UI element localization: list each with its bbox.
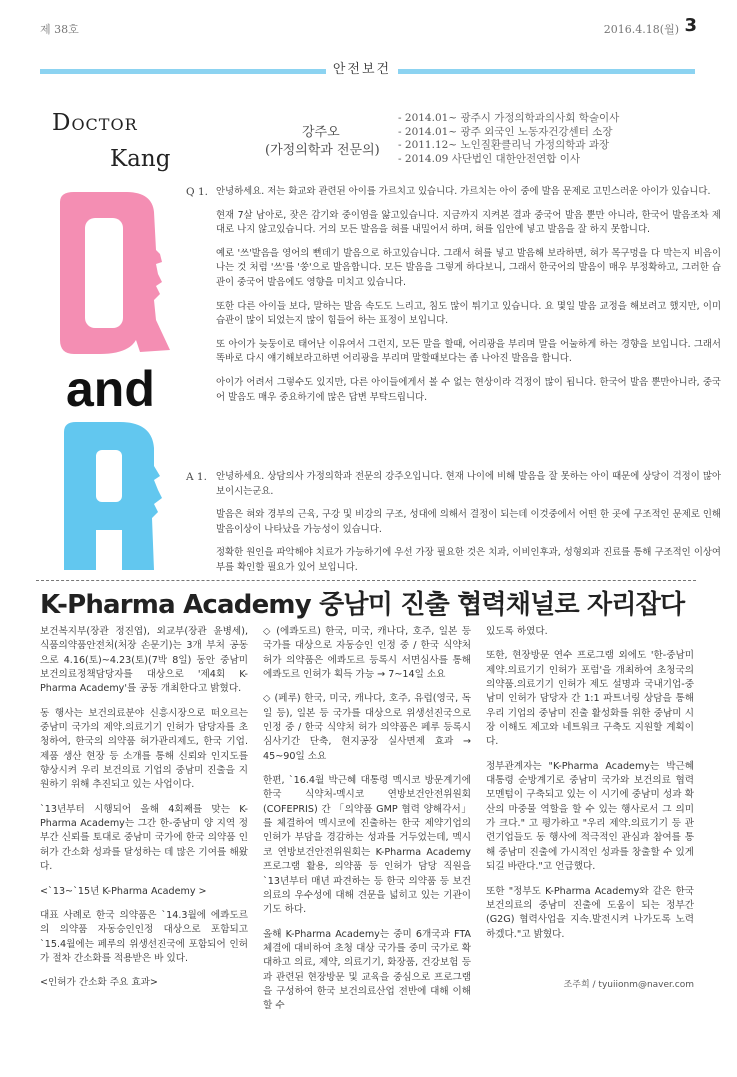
article-paragraph: 동 행사는 보건의료분야 신흥시장으로 떠오르는 중남미 국가의 제약.의료기기 인허가 담당자를 초청하여, 한국의 의약품 허가관리제도, 한국 기업.제품 생산 현장 등 소개를 통해 신뢰와 인지도를 향상시켜 우리 보건의료 기업의 중남미 진출을 지원하기 위해 추진되고 있는 사업이다. (40, 707, 248, 791)
column-brand-kang: Kang (110, 146, 171, 172)
column-brand-doctor: Doctor (52, 110, 138, 136)
author-career-list (398, 112, 619, 166)
question-label: Q 1. (186, 186, 208, 198)
article-paragraph: 올해 K-Pharma Academy는 중미 6개국과 FTA 체결에 대비하여 초청 대상 국가를 중미 국가로 확대하고 의료, 제약, 의료기기, 화장품, 건강보험 등과 관련된 현장방문 및 교육을 중심으로 프로그램을 구성하여 한국 보건의료산업 전반에 대해 이해할 수 (263, 928, 471, 1012)
article-paragraph: 또한 "정부도 K-Pharma Academy와 같은 한국 보건의료의 중남미 진출에 도움이 되는 정부간(G2G) 협력사업을 지속.발전시켜 나가도록 노력하겠다."고 밝혔다. (486, 885, 694, 940)
question-paragraph: 현재 7살 남아로, 잦은 감기와 중이염을 앓고있습니다. 지금까지 지켜본 결과 중국어 발음 뿐만 아니라, 한국어 발음조차 제대로 나지 않고있습니다. 거의 모든 발음을 혀를 내밀어서 하며, 혀를 입안에 넣고 발음을 잘 하지 못합니다. (216, 209, 721, 236)
article-byline: 조주희 / tyuiionm@naver.com (563, 980, 694, 990)
and-word: and (66, 361, 155, 417)
page-number: 3 (684, 15, 697, 36)
article-paragraph: 정부관계자는 "K-Pharma Academy는 박근혜 대통령 순방계기로 중남미 국가와 보건의료 협력 모멘텀이 구축되고 있는 이 시기에 중남미 성과 확산의 마중물 역할을 할 수 있는 행사로서 그 의미가 크다." 고 평가하고 "우리 제약.의료기기 등 관련기업들도 동 행사에 적극적인 관심과 참여를 통해 중남미 진출에 가시적인 성과를 창출할 수 있게 되길 바란다."고 언급했다. (486, 760, 694, 873)
a-letter-face-graphic (40, 420, 175, 570)
career-item: - 2014.01~ 광주 외국인 노동자건강센터 소장 (398, 125, 613, 138)
article-column-3 (486, 625, 694, 952)
article-paragraph: 한편, `16.4월 박근혜 대통령 멕시코 방문계기에 한국 식약처-멕시코 연방보건안전위원회(COFEPRIS) 간 「의약품 GMP 협력 양해각서」를 체결하여 멕시코에 진출하는 한국 제약기업의 인허가 부담을 경감하는 성과를 거두었는데, 멕시코 연방보건안전위원회는 K-Pharma Academy 프로그램 활용, 의약품 등 인허가 담당 직원을 `13년부터 매년 파견하는 등 한국 의약품 등 보건의료의 우수성에 대해 견문을 넓히고 있는 기관이기도 하다. (263, 775, 471, 916)
article-column-1 (40, 625, 248, 1001)
question-paragraph: 예로 '쓰'발음을 영어의 뻔데기 발음으로 하고있습니다. 그래서 혀를 넣고 발음해 보라하면, 혀가 목구멍을 다 막는지 비음이 나는 것 처럼 '쓰'를 '쑹'으로 발음합니다. 모든 발음을 그렇게 하다보니, 그래서 한국어의 발음이 매우 부정확하고, 그러한 습관이 중국어 발음에도 영향을 미치고 있습니다. (216, 247, 721, 288)
question-paragraph: 아이가 어려서 그렇수도 있지만, 다른 아이들에게서 볼 수 없는 현상이라 걱정이 많이 됩니다. 한국어 발음 뿐만아니라, 중국어 발음도 매우 중요하기에 많은 답변 부탁드립니다. (216, 376, 721, 403)
answer-paragraph: 정확한 원인을 파악해야 치료가 가능하기에 우선 가장 필요한 것은 치과, 이비인후과, 성형외과 진료를 통해 구조적인 이상여부를 확인할 필요가 있어 보입니다. (216, 547, 721, 573)
answer-body (216, 470, 721, 585)
author-name: 강주오 (302, 125, 340, 140)
article-paragraph: 또한, 현장방문 연수 프로그램 외에도 '한-중남미 제약.의료기기 인허가 포럼'을 개최하여 초청국의 의약품.의료기기 인허가 제도 설명과 국내기업-중남미 인허가 담당자 간 1:1 파트너링 상담을 통해 우리 기업의 중남미 진출 활성화를 위한 중남미 시장 이해도 제고와 네트워크 구축도 지원할 계획이다. (486, 650, 694, 748)
article-paragraph: `13년부터 시행되어 올해 4회째를 맞는 K-Pharma Academy는 그간 한-중남미 양 지역 정부간 신뢰를 토대로 중남미 국가에 한국 의약품 인허가 간소화 성과를 달성하는 데 많은 기여를 해왔다. (40, 803, 248, 873)
author-role: (가정의학과 전문의) (265, 143, 380, 158)
q-letter-face-graphic (40, 190, 175, 360)
article-paragraph: ◇ (페루) 한국, 미국, 캐나다, 호주, 유럽(영국, 독일 등), 일본 등 국가를 대상으로 위생선진국으로 인정 중 / 한국 식약처 허가 의약품은 페루 등록시 심사기간 단축, 현지공장 실사면제 효과 → 45~90일 소요 (263, 693, 471, 762)
question-paragraph: 안녕하세요. 저는 화교와 관련된 아이를 가르치고 있습니다. 가르치는 아이 중에 발음 문제로 고민스러운 아이가 있습니다. (216, 186, 711, 197)
career-item: - 2011.12~ 노인질환클리닉 가정의학과 과장 (398, 139, 610, 151)
issue-number: 제 38호 (40, 23, 79, 36)
article-paragraph: 있도록 하였다. (486, 626, 548, 637)
article-headline: K-Pharma Academy 중남미 진출 협력채널로 자리잡다 (40, 590, 685, 620)
answer-paragraph: 발음은 혀와 경부의 근육, 구강 및 비강의 구조, 성대에 의해서 결정이 되는데 이것중에서 어떤 한 곳에 구조적인 문제로 인해 발음이상이 나타났을 가능성이 있습니다. (216, 509, 721, 535)
career-item: - 2014.09 사단법인 대한안전연합 이사 (398, 152, 581, 165)
article-subheading: <`13~`15년 K-Pharma Academy > (40, 885, 207, 897)
article-paragraph: 보건복지부(장관 정진엽), 외교부(장관 윤병세), 식품의약품안전처(처장 손문기)는 3개 부처 공동으로 4.16(토)~4.23(토)(7박 8일) 동안 중남미 보건의료정책담당자를 대상으로 '제4회 K-Pharma Academy'를 공동 개최한다고 밝혔다. (40, 626, 248, 695)
answer-paragraph: 안녕하세요. 상담의사 가정의학과 전문의 강주오입니다. 현재 나이에 비해 발음을 잘 못하는 아이 때문에 상당이 걱정이 많아 보이시는군요. (216, 471, 721, 497)
article-paragraph: ◇ (에콰도르) 한국, 미국, 캐나다, 호주, 일본 등 국가를 대상으로 자동승인 인정 중 / 한국 식약처 허가 의약품은 에콰도르 등록시 서면심사를 통해 에콰도르 인허가 획득 가능 → 7~14일 소요 (263, 626, 471, 681)
question-body (216, 185, 721, 414)
article-subheading: <인허가 간소화 주요 효과> (40, 977, 158, 989)
article-column-2 (263, 625, 471, 1024)
question-paragraph: 또 아이가 늦둥이로 태어난 이유여서 그런지, 모든 말을 할때, 어리광을 부리며 말을 어눌하게 하는 경향을 보입니다. 그래서 똑바로 다시 얘기해보라고하면 어리광을 부리며 말할때보다는 좀 나아진 발음을 합니다. (216, 338, 721, 365)
career-item: - 2014.01~ 광주시 가정의학과의사회 학술이사 (398, 112, 620, 124)
answer-label: A 1. (186, 471, 207, 483)
section-divider (36, 580, 696, 581)
section-title: 안전보건 (326, 59, 398, 81)
question-paragraph: 또한 다른 아이들 보다, 말하는 발음 속도도 느리고, 침도 많이 튀기고 있습니다. 요 몇일 발음 교정을 해보려고 했지만, 이미 습관이 많이 되었는지 많이 힘들어 하는 표정이 보입니다. (216, 300, 721, 327)
article-paragraph: 대표 사례로 한국 의약품은 `14.3월에 에콰도르의 의약품 자동승인인정 대상으로 포함되고 `15.4월에는 페루의 위생선진국에 포함되어 인허가 절차 간소화를 적용받은 바 있다. (40, 909, 248, 964)
issue-date: 2016.4.18(월) (603, 23, 679, 36)
